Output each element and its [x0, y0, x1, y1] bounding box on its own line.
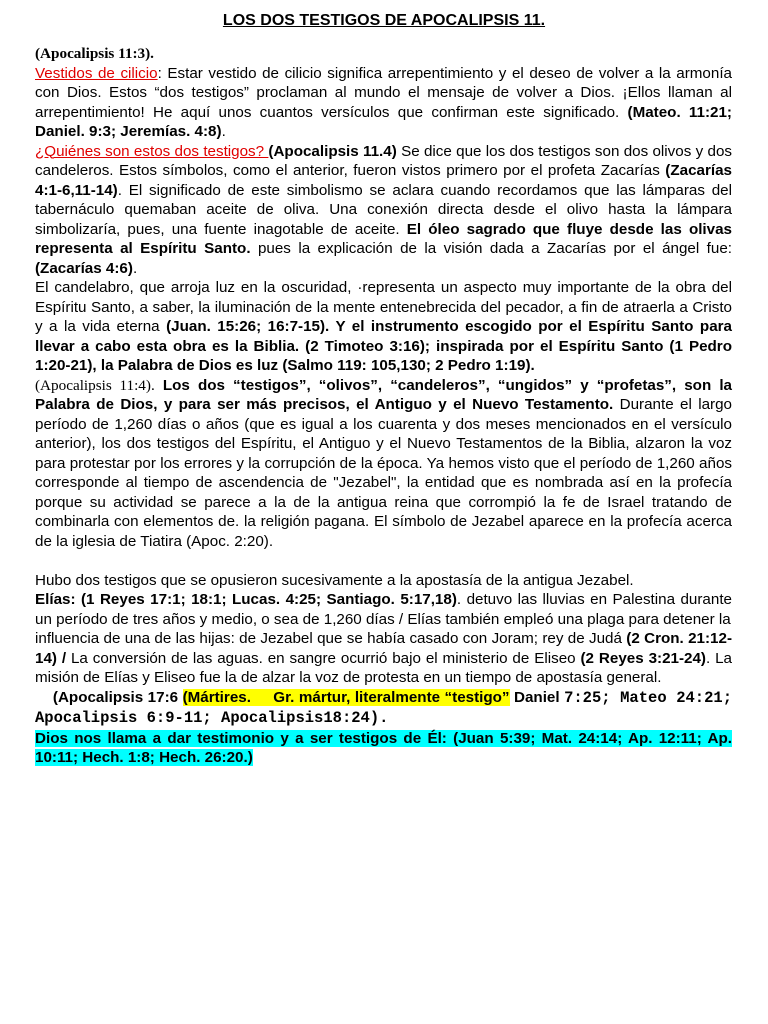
heading-quienes-son: ¿Quiénes son estos dos testigos? — [35, 142, 269, 160]
reference-apoc-11-4: (Apocalipsis 11.4) — [268, 142, 397, 160]
bible-references: (Mateo. 11:21; Daniel. 9:3; Jeremías. 4:8) — [35, 103, 732, 140]
heading-vestidos-de-cilicio: Vestidos de cilicio — [35, 64, 158, 82]
reference-apoc-11-4-serif: (Apocalipsis 11:4). — [35, 376, 155, 394]
paragraph-testimonio — [35, 729, 732, 768]
paragraph-spacer — [35, 551, 732, 571]
paragraph-quienes-son: ¿Quiénes son estos dos testigos? (Apocalipsis 11.4) Se dice que los dos testigos son dos olivos y dos candeleros. Estos símbolos, como el anterior, fueron vistos primero por el profeta Zacarías (Zacarías 4:1-6,11-14). El significado de este simbolismo se aclara cuando recordamos que las lámparas del tabernáculo quemaban aceite de oliva. Una conexión directa desde el olivo hasta la lámpara simbolizaría, pues, una fuente inagotable de aceite. El óleo sagrado que fluye desde las olivas representa al Espíritu Santo. pues la explicación de la visión dada a Zacarías por el ángel fue: (Zacarías 4:6). — [35, 142, 733, 277]
reference-apoc-11-3: (Apocalipsis 11:3). — [35, 45, 154, 62]
paragraph-apoc-11-4: (Apocalipsis 11:4). Los dos “testigos”, “olivos”, “candeleros”, “ungidos” y “profetas”, son la Palabra de Dios, y para ser más precisos, el Antiguo y el Nuevo Testamento. Durante el largo período de 1,260 días o años (que es igual a los cuarenta y dos meses mencionados en el versículo anterior), los dos testigos del Espíritu, el Antiguo y el Nuevo Testamentos de la Biblia, alzaron la voz para protestar por los errores y la corrupción de la época. Ya hemos visto que el período de 1,260 años corresponde al tiempo de ascendencia de "Jezabel", la entidad que es nombrada así en la profecía porque su actividad se parece a la de la antigua reina que corrompió la fe de Israel tratando de combinarla con elementos de. la religión pagana. El símbolo de Jezabel aparece en la profecía acerca de la iglesia de Tiatira (Apoc. 2:20). — [35, 376, 732, 550]
paragraph-cilicio: (Apocalipsis 11:3). Vestidos de cilicio: Estar vestido de cilicio significa arrepentimiento y el deseo de volver a la armonía con Dios. Estos “dos testigos” proclaman al mundo el mensaje de volver a Dios. ¡Ellos llaman al arrepentimiento! He aquí unos cuantos versículos que confirman este significado. (Mateo. 11:21; Daniel. 9:3; Jeremías. 4:8). — [35, 45, 732, 140]
paragraph-text: : Estar vestido de cilicio significa arrepentimiento y el deseo de volver a la armonía con Dios. Estos “dos testigos” proclaman al mundo el mensaje de volver a Dios. ¡Ellos llaman al arrepentimiento! He aquí unos cuantos versículos que confirman este significado. — [35, 64, 732, 121]
highlight-testimonio: Dios nos llama a dar testimonio y a ser testigos de Él: (Juan 5:39; Mat. 24:14; Ap. 12:11; Ap. 10:11; Hech. 1:8; Hech. 26:20.) — [35, 729, 732, 766]
paragraph-dos-testigos-jezabel: Hubo dos testigos que se opusieron sucesivamente a la apostasía de la antigua Jezabel. Elías: (1 Reyes 17:1; 18:1; Lucas. 4:25; Santiago. 5:17,18). detuvo las lluvias en Palestina durante un período de tres años y medio, o sea de 1,260 días / Elías también empleó una plaga para detener la influencia de una de las hijas: de Jezabel que se había casado con Joram; rey de Judá (2 Cron. 21:12-14) / La conversión de las aguas. en sangre ocurrió bajo el ministerio de Eliseo (2 Reyes 3:21-24). La misión de Elías y Eliseo fue la de alzar la voz de protesta en un tiempo de apostasía general. — [35, 571, 733, 686]
page-title: LOS DOS TESTIGOS DE APOCALIPSIS 11. — [222, 12, 546, 29]
document-body — [35, 44, 742, 768]
paragraph-candelabro: El candelabro, que arroja luz en la oscuridad, ·representa un aspecto muy importante de la obra del Espíritu Santo, a saber, la iluminación de la mente entenebrecida del pecador, a fin de atraerla a Cristo y a la vida eterna (Juan. 15:26; 16:7-15). Y el instrumento escogido por el Espíritu Santo para llevar a cabo esta obra es la Biblia. (2 Timoteo 3:16); inspirada por el Espíritu Santo (1 Pedro 1:20-21), la Palabra de Dios es luz (Salmo 119: 105,130; 2 Pedro 1:19). — [35, 279, 732, 374]
highlight-martires: (Mártires. Gr. mártur, literalmente “testigo” — [182, 688, 510, 706]
paragraph-martires: (Apocalipsis 17:6 (Mártires. Gr. mártur, literalmente “testigo” Daniel 7:25; Mateo 24:21; Apocalipsis 6:9-11; Apocalipsis18:24). — [35, 688, 742, 727]
